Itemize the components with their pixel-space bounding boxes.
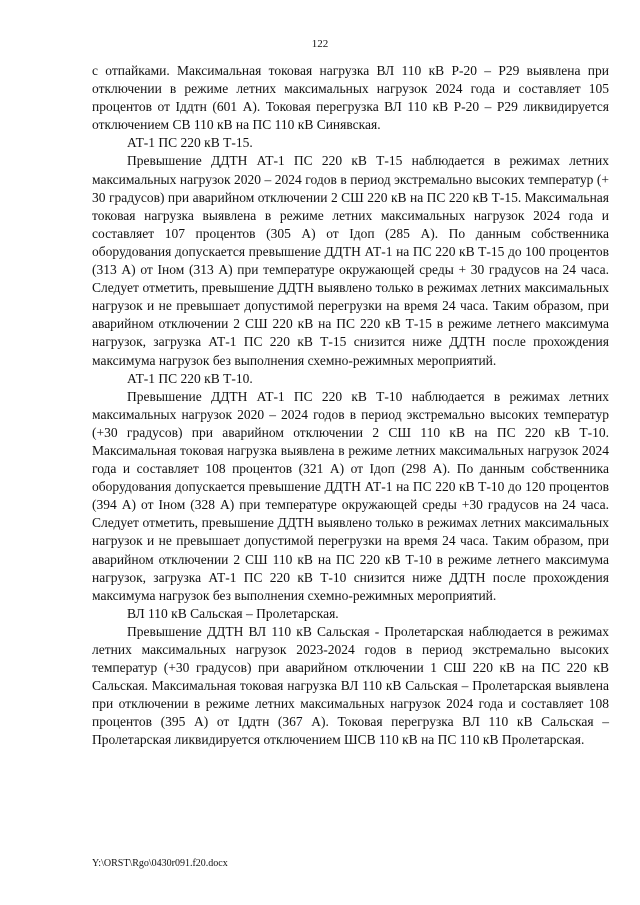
heading-at1-t10: АТ-1 ПС 220 кВ Т-10. xyxy=(127,370,253,386)
paragraph-continuation: с отпайками. Максимальная токовая нагрузка ВЛ 110 кВ Р-20 – Р29 выявлена при отключении в режиме летних максимальных нагрузок 2024 года и составляет 105 процентов от Iддтн (601 А). Токовая перегрузка ВЛ 110 кВ Р-20 – Р29 ликвидируется отключением СВ 110 кВ на ПС 110 кВ Синявская. xyxy=(92,63,609,133)
heading-vl-salskaya: ВЛ 110 кВ Сальская – Пролетарская. xyxy=(127,605,339,621)
page-number: 122 xyxy=(311,38,329,50)
paragraph-at1-t10: Превышение ДДТН АТ-1 ПС 220 кВ Т-10 наблюдается в режимах летних максимальных нагрузок 2020 – 2024 годов в период экстремально высоких температур (+30 градусов) при аварийном отключении 2 СШ 110 кВ на ПС 220 кВ Т-10. Максимальная токовая нагрузка выявлена в режиме летних максимальных нагрузок 2024 года и составляет 108 процентов (321 А) от Iдоп (298 А). По данным собственника оборудования допускается превышение ДДТН АТ-1 на ПС 220 кВ Т-10 до 120 процентов (394 А) от Iном (328 А) при температуре окружающей среды +30 градусов на 24 часа. Следует отметить, превышение ДДТН выявлено только в режимах летних максимальных нагрузок и не превышает допустимой перегрузки на время 24 часа. Таким образом, при аварийном отключении 2 СШ 110 кВ на ПС 220 кВ Т-10 в режиме летнего максимума нагрузок, загрузка АТ-1 ПС 220 кВ Т-10 снизится ниже ДДТН после прохождения максимума нагрузок без выполнения схемно-режимных мероприятий. xyxy=(92,388,609,603)
document-body xyxy=(92,62,609,750)
paragraph-vl-salskaya: Превышение ДДТН ВЛ 110 кВ Сальская - Пролетарская наблюдается в режимах летних максимальных нагрузок 2023-2024 годов в период экстремально высоких температур (+30 градусов) при аварийном отключении 1 СШ 220 кВ на ПС 220 кВ Сальская. Максимальная токовая нагрузка ВЛ 110 кВ Сальская – Пролетарская выявлена при отключении в режиме летних максимальных нагрузок 2024 года и составляет 108 процентов (395 А) от Iддтн (367 А). Токовая перегрузка ВЛ 110 кВ Сальская – Пролетарская ликвидируется отключением ШСВ 110 кВ на ПС 110 кВ Пролетарская. xyxy=(92,623,609,748)
heading-at1-t15: АТ-1 ПС 220 кВ Т-15. xyxy=(127,135,253,151)
file-path-footer: Y:\ORST\Rgo\0430r091.f20.docx xyxy=(92,858,228,869)
paragraph-at1-t15: Превышение ДДТН АТ-1 ПС 220 кВ Т-15 наблюдается в режимах летних максимальных нагрузок 2020 – 2024 годов в период экстремально высоких температур (+ 30 градусов) при аварийном отключении 2 СШ 220 кВ на ПС 220 кВ Т-15. Максимальная токовая нагрузка выявлена в режиме летних максимальных нагрузок 2024 года и составляет 107 процентов (305 А) от Iдоп (285 А). По данным собственника оборудования допускается превышение ДДТН АТ-1 на ПС 220 кВ Т-15 до 100 процентов (313 А) от Iном (313 А) при температуре окружающей среды + 30 градусов на 24 часа. Следует отметить, превышение ДДТН выявлено только в режимах летних максимальных нагрузок и не превышает допустимой перегрузки на время 24 часа. Таким образом, при аварийном отключении 2 СШ 220 кВ на ПС 220 кВ Т-15 в режиме летнего максимума нагрузок, загрузка АТ-1 ПС 220 кВ Т-15 снизится ниже ДДТН после прохождения максимума нагрузок без выполнения схемно-режимных мероприятий. xyxy=(92,153,609,368)
